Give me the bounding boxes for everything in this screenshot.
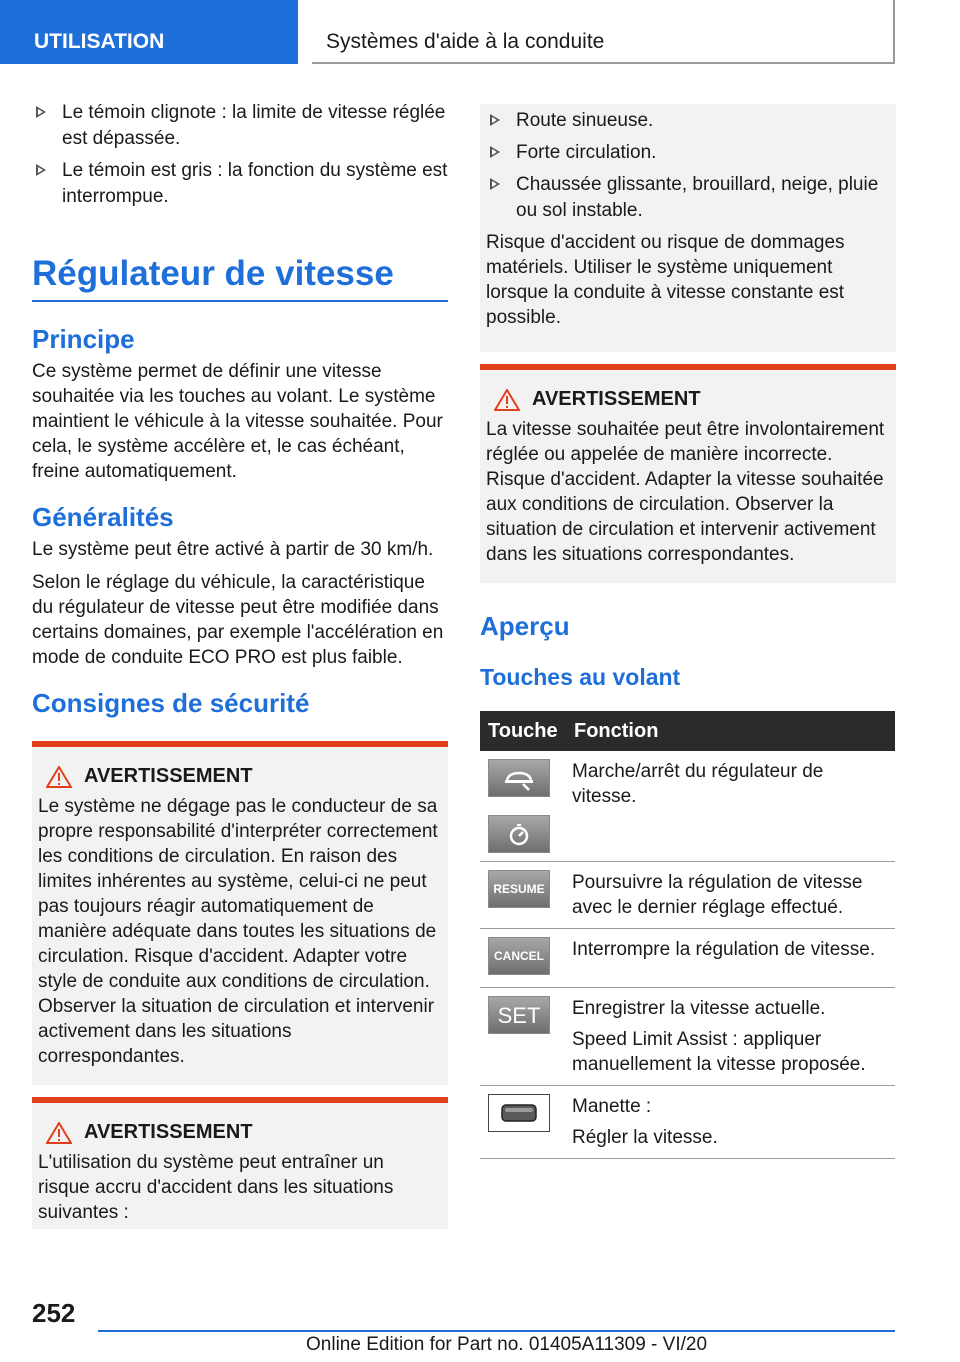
warning-box bbox=[32, 741, 448, 1085]
table-row bbox=[480, 862, 895, 929]
chapter-tab bbox=[312, 0, 895, 64]
generalites-text-2: Selon le réglage du véhicule, la caractéristique du régulateur de vitesse peut être modifiée dans certains domaines, par exemple l'accélération en mode de conduite ECO PRO est plus faible. bbox=[32, 572, 444, 668]
cruise-icon bbox=[488, 759, 550, 797]
list-item: Route sinueuse. bbox=[486, 108, 888, 134]
warning-text: L'utilisation du système peut entraîner un risque accru d'accident dans les situations suivantes : bbox=[38, 1152, 394, 1223]
touches-heading: Touches au volant bbox=[480, 664, 681, 690]
cruise-limit-icon bbox=[488, 815, 550, 853]
warning-title: AVERTISSEMENT bbox=[84, 1121, 253, 1143]
triangle-bullet-icon bbox=[36, 106, 46, 118]
function-text: Speed Limit Assist : appliquer manuellement la vitesse proposée. bbox=[572, 1029, 866, 1075]
warning-text: La vitesse souhaitée peut être involontairement réglée ou appelée de manière incorrecte. Risque d'accident. Adapter la vitesse souhaitée aux conditions de circulation. Observer la situation de circulation et intervenir activement dans les situations correspondantes. bbox=[486, 419, 885, 565]
column-header-key: Touche bbox=[480, 711, 566, 751]
apercu-heading: Aperçu bbox=[480, 611, 570, 641]
footer-divider bbox=[98, 1330, 895, 1332]
list-item: Le témoin clignote : la limite de vitesse réglée est dépassée. bbox=[32, 100, 448, 152]
generalites-text-1: Le système peut être activé à partir de 30 km/h. bbox=[32, 539, 434, 560]
warning-text: Le système ne dégage pas le conducteur de sa propre responsabilité d'interpréter correctement les conditions de circulation. En raison des limites inhérentes au système, celui-ci ne peut pas toujours réagir automatiquement de manière adéquate dans toutes les situations de circulation. Risque d'accident. Adapter votre style de conduite aux conditions de circulation. Observer la situation de circulation et intervenir activement dans les situations correspondantes. bbox=[38, 796, 438, 1067]
triangle-bullet-icon bbox=[490, 114, 500, 126]
list-item: Chaussée glissante, brouillard, neige, pluie ou sol instable. bbox=[486, 172, 888, 224]
warning-triangle-icon bbox=[46, 1122, 72, 1144]
table-row bbox=[480, 988, 895, 1086]
generalites-heading: Généralités bbox=[32, 502, 174, 532]
principe-text: Ce système permet de définir une vitesse souhaitée via les touches au volant. Le système maintient le véhicule à la vitesse souhaitée. Pour cela, le système accélère et, le cas échéant, freine automatiquement. bbox=[32, 361, 443, 482]
left-column bbox=[32, 100, 448, 1229]
page-title: Régulateur de vitesse bbox=[32, 254, 448, 302]
function-text: Poursuivre la régulation de vitesse avec le dernier réglage effectué. bbox=[572, 872, 863, 918]
section-label: UTILISATION bbox=[34, 30, 165, 53]
function-text: Enregistrer la vitesse actuelle. bbox=[572, 998, 826, 1019]
warning-title: AVERTISSEMENT bbox=[532, 388, 701, 410]
list-item: Forte circulation. bbox=[486, 140, 888, 166]
consignes-heading: Consignes de sécurité bbox=[32, 688, 310, 718]
section-tab bbox=[0, 0, 298, 64]
warning-box bbox=[32, 1097, 448, 1229]
rocker-icon bbox=[488, 1094, 550, 1132]
list-item: Le témoin est gris : la fonction du système est interrompue. bbox=[32, 158, 448, 210]
right-column bbox=[480, 104, 896, 1159]
function-text: Marche/arrêt du régulateur de vitesse. bbox=[572, 761, 824, 807]
warning-title: AVERTISSEMENT bbox=[84, 765, 253, 787]
cancel-button-image: CANCEL bbox=[488, 937, 550, 975]
triangle-bullet-icon bbox=[490, 146, 500, 158]
function-text: Manette : bbox=[572, 1096, 652, 1117]
edition-text: Online Edition for Part no. 01405A11309 - VI/20 bbox=[306, 1334, 708, 1355]
table-row bbox=[480, 751, 895, 862]
triangle-bullet-icon bbox=[490, 178, 500, 190]
resume-button-image: RESUME bbox=[488, 870, 550, 908]
page-number: 252 bbox=[32, 1298, 76, 1328]
function-text: Interrompre la régulation de vitesse. bbox=[572, 939, 876, 960]
column-header-function: Fonction bbox=[566, 711, 895, 751]
situation-list bbox=[486, 108, 888, 224]
principe-heading: Principe bbox=[32, 324, 135, 354]
warning-continuation bbox=[480, 104, 896, 352]
warning-triangle-icon bbox=[46, 766, 72, 788]
indicator-list bbox=[32, 100, 448, 210]
function-text: Régler la vitesse. bbox=[572, 1127, 718, 1148]
triangle-bullet-icon bbox=[36, 164, 46, 176]
chapter-label: Systèmes d'aide à la conduite bbox=[326, 30, 605, 53]
keys-table bbox=[480, 711, 895, 1159]
set-button-image: SET bbox=[488, 996, 550, 1034]
warning-box bbox=[480, 364, 896, 583]
table-row bbox=[480, 929, 895, 988]
risk-text: Risque d'accident ou risque de dommages matériels. Utiliser le système uniquement lorsque la conduite à vitesse constante est possible. bbox=[486, 232, 845, 328]
warning-triangle-icon bbox=[494, 389, 520, 411]
table-row bbox=[480, 1086, 895, 1159]
